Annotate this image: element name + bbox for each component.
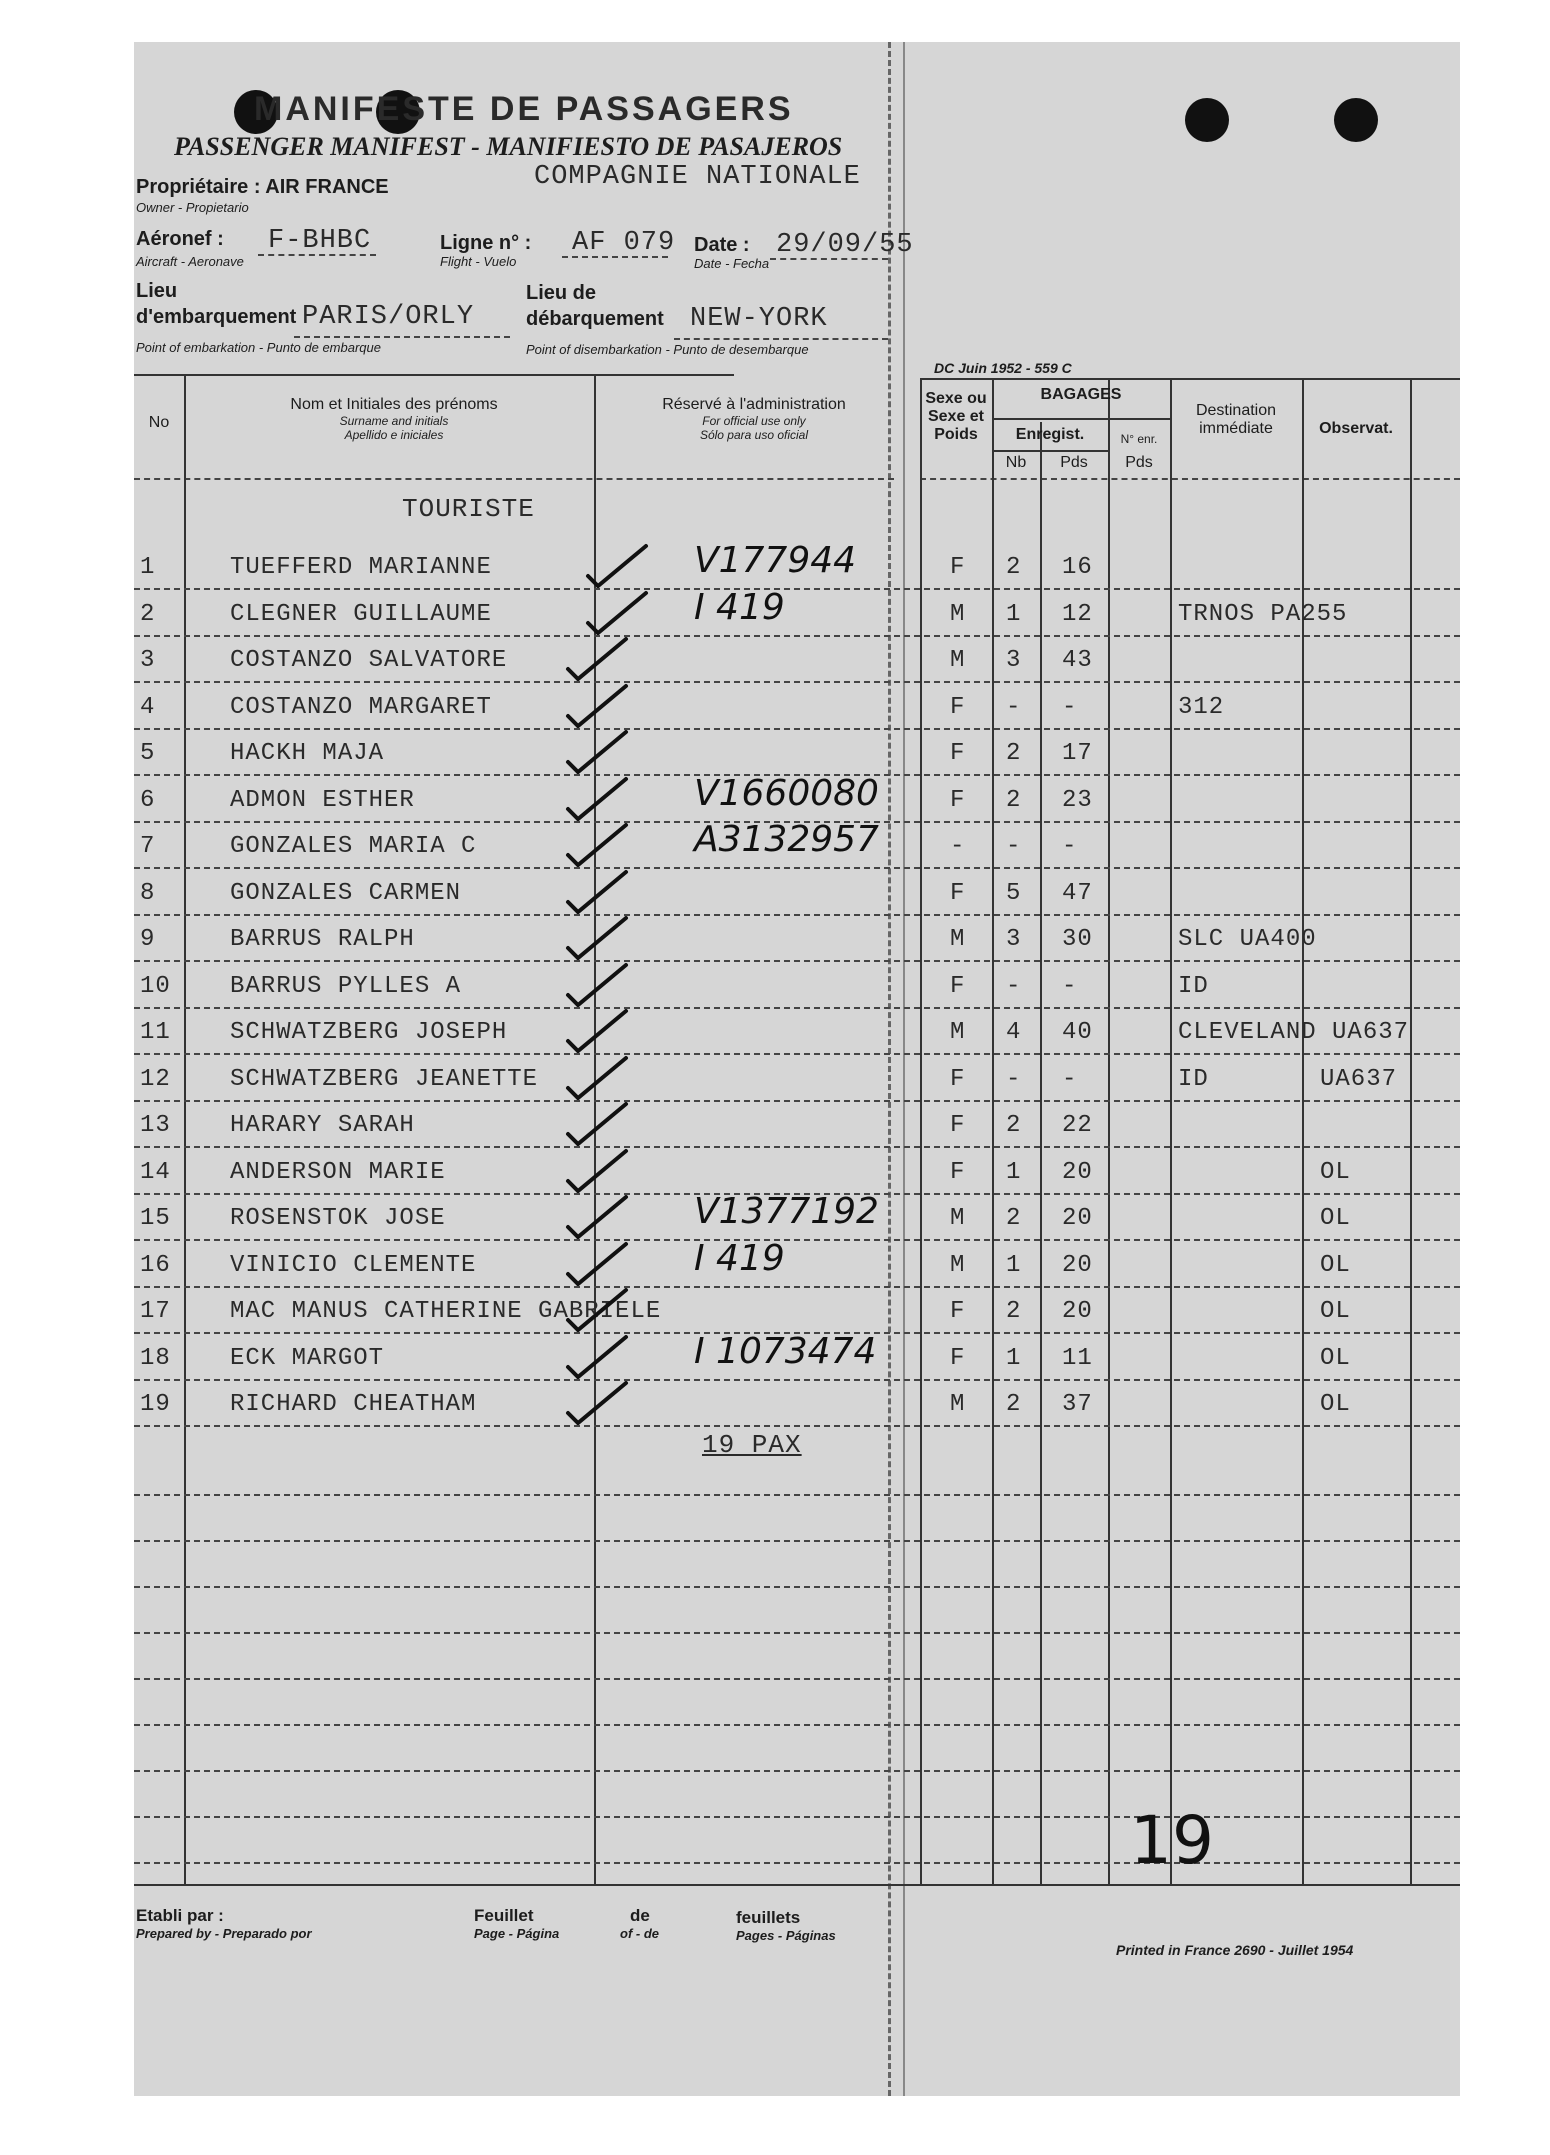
passenger-sex: F [950,693,966,721]
admin-reference: V1377192 [694,1191,879,1232]
baggage-count: - [1006,1065,1022,1093]
flight-sub: Flight - Vuelo [440,254,517,269]
passenger-number: 17 [140,1298,171,1325]
col-header-admin [604,396,904,442]
sheets-label: feuillets [736,1908,801,1927]
checkmark-icon [564,1379,634,1429]
row-rule [134,681,1460,683]
baggage-count: 2 [1006,1391,1022,1418]
row-rule [134,1816,1460,1818]
passenger-row [134,819,1460,873]
passenger-name: VINICIO CLEMENTE [230,1251,477,1279]
destination: SLC UA400 [1178,926,1317,953]
passenger-number: 18 [140,1344,171,1372]
punch-hole [1185,98,1229,142]
destination: ID [1178,972,1209,1000]
col-header-name-es: Apellido e iniciales [344,428,444,442]
passenger-name: ANDERSON MARIE [230,1158,446,1186]
baggage-weight: 30 [1062,926,1093,953]
passenger-name: SCHWATZBERG JOSEPH [230,1019,508,1046]
passenger-name: HARARY SARAH [230,1112,415,1139]
baggage-count: 1 [1006,1251,1022,1279]
manifest-sheet [134,42,1460,2096]
page-number: 19 [1130,1802,1214,1879]
disembark-place: NEW-YORK [690,304,828,334]
passenger-number: 1 [140,554,156,581]
baggage-count: 2 [1006,1112,1022,1139]
passenger-sex: M [950,1205,966,1232]
checkmark-icon [564,1333,634,1383]
baggage-count: 1 [1006,1158,1022,1186]
passenger-number: 13 [140,1112,171,1139]
embark-place: PARIS/ORLY [302,302,475,332]
embark-sub: Point of embarkation - Punto de embarque [136,340,381,355]
date-label: Date : [694,234,750,256]
passenger-row [134,874,1460,920]
flight-date: 29/09/55 [776,230,914,260]
passenger-row [134,967,1460,1013]
row-rule [134,1239,1460,1241]
row-rule [134,1862,1460,1864]
passenger-row [134,1013,1460,1059]
row-rule [134,1007,1460,1009]
embark-label-1: Lieu [136,280,178,302]
baggage-count: 2 [1006,1298,1022,1325]
row-rule [134,1379,1460,1381]
baggage-weight: 37 [1062,1391,1093,1418]
col-header-destination: Destination immédiate [1195,402,1277,437]
passenger-sex: - [950,833,966,860]
remarks: OL [1320,1391,1351,1418]
admin-reference: I 419 [694,1237,785,1279]
row-rule [134,588,1460,590]
checkmark-icon [564,1286,634,1336]
checkmark-icon [564,1007,634,1057]
remarks: OL [1320,1344,1351,1372]
row-rule [134,960,1460,962]
passenger-number: 19 [140,1391,171,1418]
row-rule [134,1678,1460,1680]
passenger-name: RICHARD CHEATHAM [230,1391,477,1418]
row-rule [134,728,1460,730]
row-rule [134,1053,1460,1055]
checkmark-icon [564,682,634,732]
checkmark-icon [564,1193,634,1243]
passenger-name: HACKH MAJA [230,740,385,767]
passenger-name: BARRUS RALPH [230,926,415,953]
passenger-sex: M [950,1251,966,1279]
passenger-sex: F [950,740,966,767]
passenger-row [134,1385,1460,1431]
passenger-sex: F [950,879,966,907]
baggage-weight: - [1062,693,1078,721]
disembark-label-2: débarquement [526,308,664,330]
row-rule [134,1286,1460,1288]
passenger-sex: M [950,1019,966,1046]
passenger-row [134,688,1460,734]
passenger-sex: F [950,1112,966,1139]
baggage-weight: 11 [1062,1344,1093,1372]
checkmark-icon [564,728,634,778]
remarks: OL [1320,1251,1351,1279]
passenger-sex: F [950,1158,966,1186]
company-name: COMPAGNIE NATIONALE [534,162,861,192]
of-label: de [630,1906,650,1925]
col-header-registered: Enregist. [1015,426,1085,443]
passenger-name: COSTANZO SALVATORE [230,647,508,674]
owner-label: Propriétaire : AIR FRANCE [136,176,389,198]
embark-label-2: d'embarquement [136,306,297,328]
aircraft-registration: F-BHBC [268,226,372,256]
baggage-count: 2 [1006,786,1022,814]
remarks: OL [1320,1158,1351,1186]
passenger-row [134,1106,1460,1152]
baggage-weight: 16 [1062,554,1093,581]
baggage-count: - [1006,972,1022,1000]
prepared-by-label: Etabli par : [136,1906,224,1925]
checkmark-icon [564,1054,634,1104]
row-rule [134,914,1460,916]
passenger-name: ADMON ESTHER [230,786,415,814]
row-rule [134,1724,1460,1726]
col-header-not-registered: N° enr. [1120,432,1158,446]
checkmark-icon [564,821,634,871]
passenger-name: BARRUS PYLLES A [230,972,462,1000]
row-rule [134,1632,1460,1634]
passenger-number: 8 [140,879,156,907]
row-rule [134,1425,1460,1427]
passenger-row [134,1237,1460,1292]
passenger-sex: F [950,554,966,581]
passenger-sex: F [950,1065,966,1093]
baggage-weight: 12 [1062,600,1093,628]
passenger-name: ROSENSTOK JOSE [230,1205,446,1232]
row-rule [134,635,1460,637]
destination: 312 [1178,693,1225,721]
baggage-count: 3 [1006,647,1022,674]
passenger-row [134,586,1460,641]
admin-reference: V177944 [694,540,857,581]
baggage-count: 1 [1006,600,1022,628]
col-header-name [194,396,594,442]
form-subtitle: PASSENGER MANIFEST - MANIFIESTO DE PASAJEROS [174,132,843,161]
baggage-weight: 22 [1062,1112,1093,1139]
row-rule [134,1146,1460,1148]
of-sub: of - de [620,1926,659,1941]
passenger-sex: M [950,926,966,953]
baggage-weight: - [1062,1065,1078,1093]
col-header-name-fr: Nom et Initiales des prénoms [290,396,498,413]
col-header-remarks: Observat. [1319,420,1393,437]
passenger-sex: M [950,600,966,628]
col-header-admin-es: Sólo para uso oficial [699,428,809,442]
passenger-number: 9 [140,926,156,953]
checkmark-icon [564,635,634,685]
passenger-name: SCHWATZBERG JEANETTE [230,1065,539,1093]
passenger-name: GONZALES MARIA C [230,833,477,860]
passenger-number: 16 [140,1251,171,1279]
checkmark-icon [564,868,634,918]
passenger-row [134,1330,1460,1385]
baggage-count: 2 [1006,554,1022,581]
row-rule [134,1540,1460,1542]
row-rule [134,1100,1460,1102]
baggage-weight: - [1062,972,1078,1000]
checkmark-icon [564,961,634,1011]
total-passengers: 19 PAX [702,1430,802,1460]
passenger-number: 15 [140,1205,171,1232]
passenger-sex: F [950,972,966,1000]
baggage-weight: - [1062,833,1078,860]
passenger-number: 6 [140,786,156,814]
passenger-sex: M [950,1391,966,1418]
col-header-name-en: Surname and initials [339,414,449,428]
passenger-name: ECK MARGOT [230,1344,385,1372]
row-rule [134,1586,1460,1588]
sheet-label: Feuillet [474,1906,534,1925]
aircraft-label: Aéronef : [136,228,224,250]
punch-hole [1334,98,1378,142]
printer-mark: Printed in France 2690 - Juillet 1954 [1116,1942,1354,1958]
destination: CLEVELAND UA637 [1178,1019,1410,1046]
passenger-name: CLEGNER GUILLAUME [230,600,492,628]
baggage-weight: 20 [1062,1298,1093,1325]
prepared-by-sub: Prepared by - Preparado por [136,1926,312,1941]
passenger-sex: F [950,786,966,814]
remarks: OL [1320,1298,1351,1325]
passenger-number: 7 [140,833,156,860]
col-header-pds: Pds [1060,454,1088,471]
passenger-name: TUEFFERD MARIANNE [230,554,492,581]
baggage-count: 2 [1006,740,1022,767]
baggage-count: 1 [1006,1344,1022,1372]
flight-number: AF 079 [572,228,676,258]
passenger-number: 5 [140,740,156,767]
admin-reference: V1660080 [694,772,879,814]
row-rule [134,867,1460,869]
form-code: DC Juin 1952 - 559 C [934,360,1072,376]
passenger-number: 3 [140,647,156,674]
baggage-weight: 40 [1062,1019,1093,1046]
passenger-row [134,1060,1460,1106]
row-rule [134,1494,1460,1496]
col-header-no: No [148,414,170,431]
destination: TRNOS PA255 [1178,600,1348,628]
flight-label: Ligne n° : [440,232,532,254]
form-title: MANIFESTE DE PASSAGERS [254,90,794,128]
col-header-sex: Sexe ou Sexe et Poids [925,390,987,443]
col-header-admin-en: For official use only [702,414,806,428]
passenger-number: 2 [140,600,156,628]
checkmark-icon [564,1147,634,1197]
baggage-count: - [1006,693,1022,721]
passenger-sex: M [950,647,966,674]
passenger-name: MAC MANUS CATHERINE GABRIELE [230,1298,662,1325]
col-header-baggage: BAGAGES [1040,386,1122,403]
passenger-number: 4 [140,693,156,721]
disembark-sub: Point of disembarkation - Punto de desembarque [526,342,809,357]
destination: ID [1178,1065,1209,1093]
passenger-sex: F [950,1344,966,1372]
admin-reference: I 1073474 [694,1330,877,1372]
admin-reference: I 419 [694,586,785,628]
passenger-number: 14 [140,1158,171,1186]
baggage-count: - [1006,833,1022,860]
checkmark-icon [584,542,654,592]
passenger-row [134,920,1460,966]
baggage-count: 5 [1006,879,1022,907]
col-header-nb: Nb [1005,454,1027,471]
passenger-row [134,641,1460,687]
baggage-weight: 23 [1062,786,1093,814]
baggage-weight: 20 [1062,1251,1093,1279]
baggage-weight: 17 [1062,740,1093,767]
baggage-weight: 20 [1062,1205,1093,1232]
passenger-row [134,540,1460,594]
passenger-sex: F [950,1298,966,1325]
col-header-admin-fr: Réservé à l'administration [662,396,846,413]
baggage-count: 4 [1006,1019,1022,1046]
col-header-pds2: Pds [1125,454,1153,471]
owner-sub: Owner - Propietario [136,200,249,215]
passenger-number: 12 [140,1065,171,1093]
baggage-weight: 47 [1062,879,1093,907]
admin-reference: A3132957 [694,819,879,860]
checkmark-icon [564,1100,634,1150]
passenger-number: 10 [140,972,171,1000]
passenger-row [134,1191,1460,1245]
passenger-number: 11 [140,1019,171,1046]
row-rule [134,1770,1460,1772]
remarks: UA637 [1320,1065,1398,1093]
checkmark-icon [564,1240,634,1290]
passenger-name: COSTANZO MARGARET [230,693,492,721]
disembark-label-1: Lieu de [526,282,597,304]
baggage-count: 3 [1006,926,1022,953]
baggage-count: 2 [1006,1205,1022,1232]
remarks: OL [1320,1205,1351,1232]
checkmark-icon [564,914,634,964]
sheet-sub: Page - Página [474,1926,560,1941]
passenger-name: GONZALES CARMEN [230,879,462,907]
date-sub: Date - Fecha [694,256,770,271]
checkmark-icon [564,775,634,825]
checkmark-icon [584,589,654,639]
sheets-sub: Pages - Páginas [736,1928,836,1943]
baggage-weight: 43 [1062,647,1093,674]
baggage-weight: 20 [1062,1158,1093,1186]
aircraft-sub: Aircraft - Aeronave [136,254,244,269]
class-heading: TOURISTE [402,494,535,524]
